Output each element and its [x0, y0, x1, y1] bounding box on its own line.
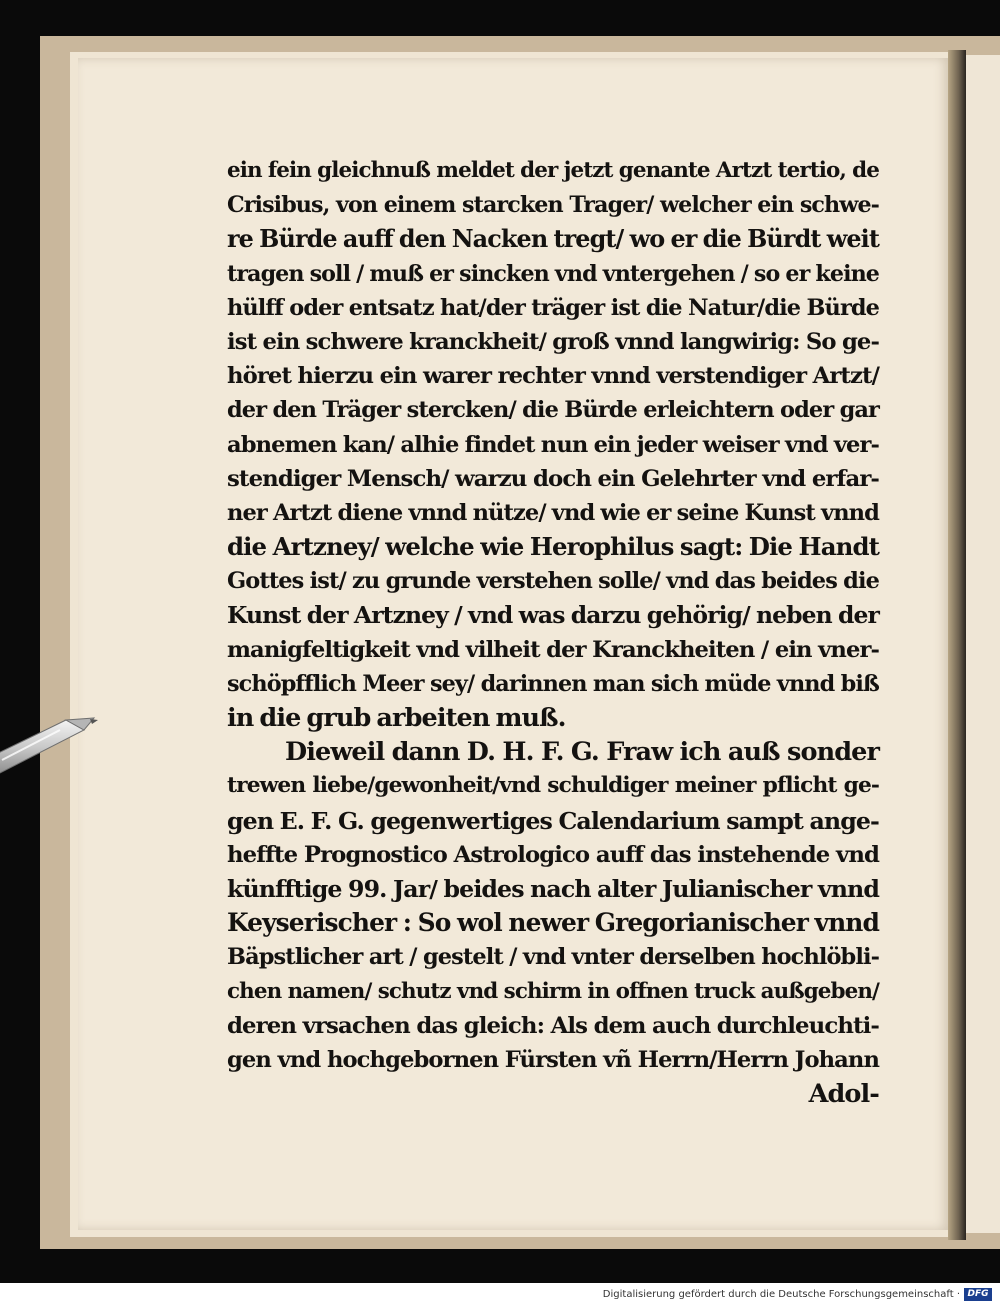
dfg-logo: DFG — [964, 1288, 992, 1301]
text-line: Crisibus, von einem starcken Trager/ welcher ein schwe- — [227, 192, 879, 219]
text-line: tragen soll / muß er sincken vnd vntergehen / so er keine — [227, 260, 879, 287]
text-line: der den Träger stercken/ die Bürde erleichtern oder gar — [227, 397, 879, 424]
text-line: Gottes ist/ zu grunde verstehen solle/ vnd das beides die — [227, 568, 879, 595]
text-line: gen E. F. G. gegenwertiges Calendarium sampt ange- — [227, 806, 879, 835]
facing-page-edge — [966, 55, 1000, 1233]
text-line: Keyserischer : So wol newer Gregorianischer vnnd — [227, 908, 879, 938]
text-line: höret hierzu ein warer rechter vnnd verstendiger Artzt/ — [227, 363, 879, 390]
text-line: Bäpstlicher art / gestelt / vnd vnter derselben hochlöbli- — [227, 944, 879, 971]
text-line: die Artzney/ welche wie Herophilus sagt: Die Handt — [227, 532, 879, 562]
text-line: stendiger Mensch/ warzu doch ein Gelehrter vnd erfar- — [227, 465, 879, 492]
page-text — [227, 154, 879, 1111]
text-line: Dieweil dann D. H. F. G. Fraw ich auß sonder — [285, 737, 879, 768]
text-line: ner Artzt diene vnnd nütze/ vnd wie er seine Kunst vnnd — [227, 499, 879, 526]
pen-icon — [0, 700, 130, 780]
text-line: in die grub arbeiten muß. — [227, 703, 566, 733]
funding-credit: Digitalisierung gefördert durch die Deutsche Forschungsgemeinschaft · — [602, 1289, 960, 1300]
text-line: trewen liebe/gewonheit/vnd schuldiger meiner pflicht ge- — [227, 773, 879, 799]
text-line: deren vrsachen das gleich: Als dem auch durchleuchti- — [227, 1012, 879, 1039]
text-line: künfftige 99. Jar/ beides nach alter Julianischer vnnd — [227, 874, 879, 903]
text-line: re Bürde auff den Nacken tregt/ wo er die Bürdt weit — [227, 225, 879, 254]
text-line: ist ein schwere kranckheit/ groß vnnd langwirig: So ge- — [227, 328, 879, 355]
text-line: Kunst der Artzney / vnd was darzu gehörig/ neben der — [227, 601, 879, 630]
text-line: hefftе Prognostico Astrologico auff das instehende vnd — [227, 841, 879, 868]
text-line: hülff oder entsatz hat/der träger ist die Natur/die Bürde — [227, 294, 879, 321]
text-line: abnemen kan/ alhie findet nun ein jeder weiser vnd ver- — [227, 431, 879, 458]
catchword: Adol- — [808, 1079, 879, 1110]
text-line: chen namen/ schutz vnd schirm in offnen truck außgeben/ — [227, 978, 879, 1004]
text-line: ein fein gleichnuß meldet der jetzt genante Artzt tertio, de — [227, 158, 879, 183]
book-gutter — [948, 50, 966, 1240]
text-line: schöpfflich Meer sey/ darinnen man sich müde vnnd biß — [227, 670, 879, 697]
text-line: gen vnd hochgebornen Fürsten vñ Herrn/Herrn Johann — [227, 1046, 879, 1073]
text-line: manigfeltigkeit vnd vilheit der Kranckheiten / ein vner- — [227, 636, 879, 663]
